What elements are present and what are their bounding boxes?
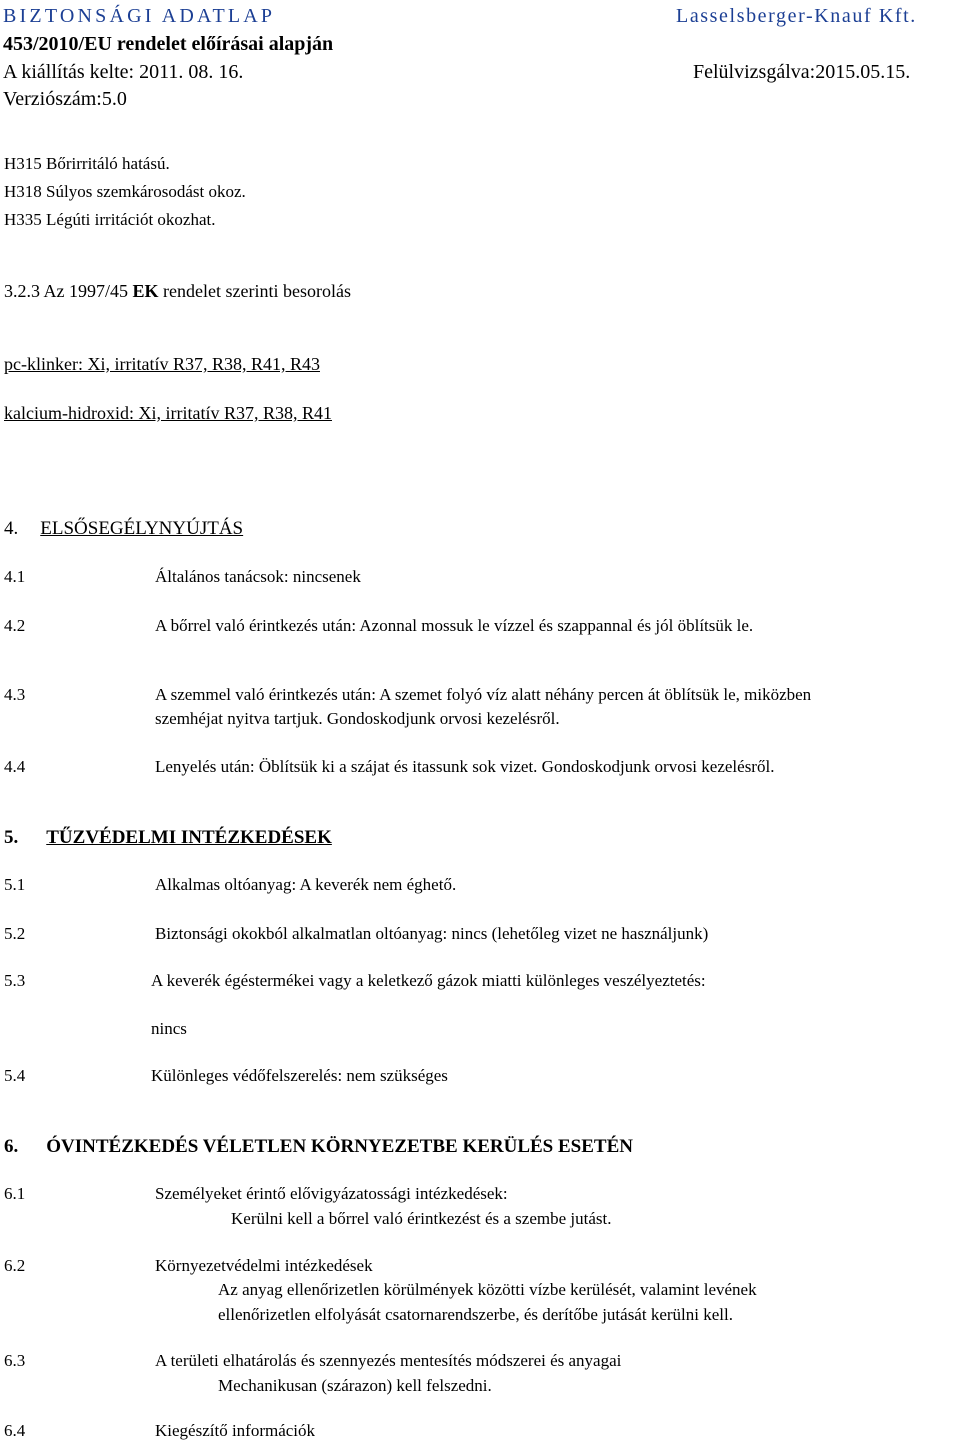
- item-text: A bőrrel való érintkezés után: Azonnal mossuk le vízzel és szappannal és jól öblítsük le.: [155, 616, 754, 635]
- item-number: 6.3: [4, 1351, 26, 1370]
- section-6-heading: [4, 1137, 633, 1156]
- section-3-2-3-title: [4, 282, 351, 300]
- item-text: szemhéjat nyitva tartjuk. Gondoskodjunk orvosi kezelésről.: [155, 709, 560, 728]
- regulation-line: 453/2010/EU rendelet előírásai alapján: [3, 33, 334, 55]
- item-number: 4.4: [4, 757, 26, 776]
- issue-date: A kiállítás kelte: 2011. 08. 16.: [3, 61, 244, 83]
- section-number: 5.: [4, 827, 19, 848]
- hazard-statement: H335 Légúti irritációt okozhat.: [4, 210, 216, 229]
- item-text: Kiegészítő információk: [155, 1421, 316, 1440]
- item-text: Biztonsági okokból alkalmatlan oltóanyag: nincs (lehetőleg vizet ne használjunk): [155, 924, 709, 943]
- section-title-prefix: 3.2.3 Az 1997/45: [4, 281, 133, 301]
- item-number: 4.2: [4, 616, 26, 635]
- item-text: A szemmel való érintkezés után: A szemet folyó víz alatt néhány percen át öblítsük le, miközben: [155, 685, 812, 704]
- item-text: Különleges védőfelszerelés: nem szükséges: [151, 1066, 448, 1085]
- section-title-bold: EK: [132, 281, 159, 301]
- section-number: 4.: [4, 518, 19, 539]
- item-number: 6.4: [4, 1421, 26, 1440]
- item-text: A területi elhatárolás és szennyezés mentesítés módszerei és anyagai: [155, 1351, 622, 1370]
- item-text: Általános tanácsok: nincsenek: [155, 567, 361, 586]
- item-text: Személyeket érintő elővigyázatossági intézkedések:: [155, 1184, 508, 1203]
- item-number: 6.2: [4, 1256, 26, 1275]
- company-name: Lasselsberger-Knauf Kft.: [676, 5, 917, 27]
- hazard-statement: H315 Bőrirritáló hatású.: [4, 154, 170, 173]
- version-number: Verziószám:5.0: [3, 88, 127, 110]
- item-number: 5.1: [4, 875, 26, 894]
- item-subtext: Mechanikusan (szárazon) kell felszedni.: [218, 1376, 492, 1395]
- hazard-statement: H318 Súlyos szemkárosodást okoz.: [4, 182, 246, 201]
- section-title-suffix: rendelet szerinti besorolás: [158, 281, 351, 301]
- item-number: 5.4: [4, 1066, 26, 1085]
- item-number: 6.1: [4, 1184, 26, 1203]
- section-number: 6.: [4, 1136, 19, 1157]
- item-number: 4.1: [4, 567, 26, 586]
- section-title: ÓVINTÉZKEDÉS VÉLETLEN KÖRNYEZETBE KERÜLÉS ESETÉN: [46, 1136, 633, 1157]
- section-title: ELSŐSEGÉLYNYÚJTÁS: [40, 518, 244, 539]
- item-number: 4.3: [4, 685, 26, 704]
- item-number: 5.2: [4, 924, 26, 943]
- classification-item: pc-klinker: Xi, irritatív R37, R38, R41, R43: [4, 354, 320, 374]
- item-text: Lenyelés után: Öblítsük ki a szájat és itassunk sok vizet. Gondoskodjunk orvosi kezelésről.: [155, 757, 775, 776]
- revision-date: Felülvizsgálva:2015.05.15.: [693, 61, 911, 83]
- item-text: A keverék égéstermékei vagy a keletkező gázok miatti különleges veszélyeztetés:: [151, 971, 706, 990]
- section-5-heading: [4, 828, 332, 847]
- item-text: Alkalmas oltóanyag: A keverék nem éghető.: [155, 875, 457, 894]
- classification-item: kalcium-hidroxid: Xi, irritatív R37, R38, R41: [4, 403, 332, 423]
- item-subtext: Kerülni kell a bőrrel való érintkezést és a szembe jutást.: [231, 1209, 612, 1228]
- section-4-heading: [4, 519, 243, 538]
- section-title: TŰZVÉDELMI INTÉZKEDÉSEK: [46, 827, 332, 848]
- item-text: Környezetvédelmi intézkedések: [155, 1256, 373, 1275]
- item-subtext: nincs: [151, 1019, 187, 1038]
- item-subtext: ellenőrizetlen elfolyását csatornarendszerbe, és derítőbe jutását kerülni kell.: [218, 1305, 733, 1324]
- item-number: 5.3: [4, 971, 26, 990]
- document-title: BIZTONSÁGI ADATLAP: [3, 5, 276, 27]
- item-subtext: Az anyag ellenőrizetlen körülmények közötti vízbe kerülését, valamint levének: [218, 1280, 757, 1299]
